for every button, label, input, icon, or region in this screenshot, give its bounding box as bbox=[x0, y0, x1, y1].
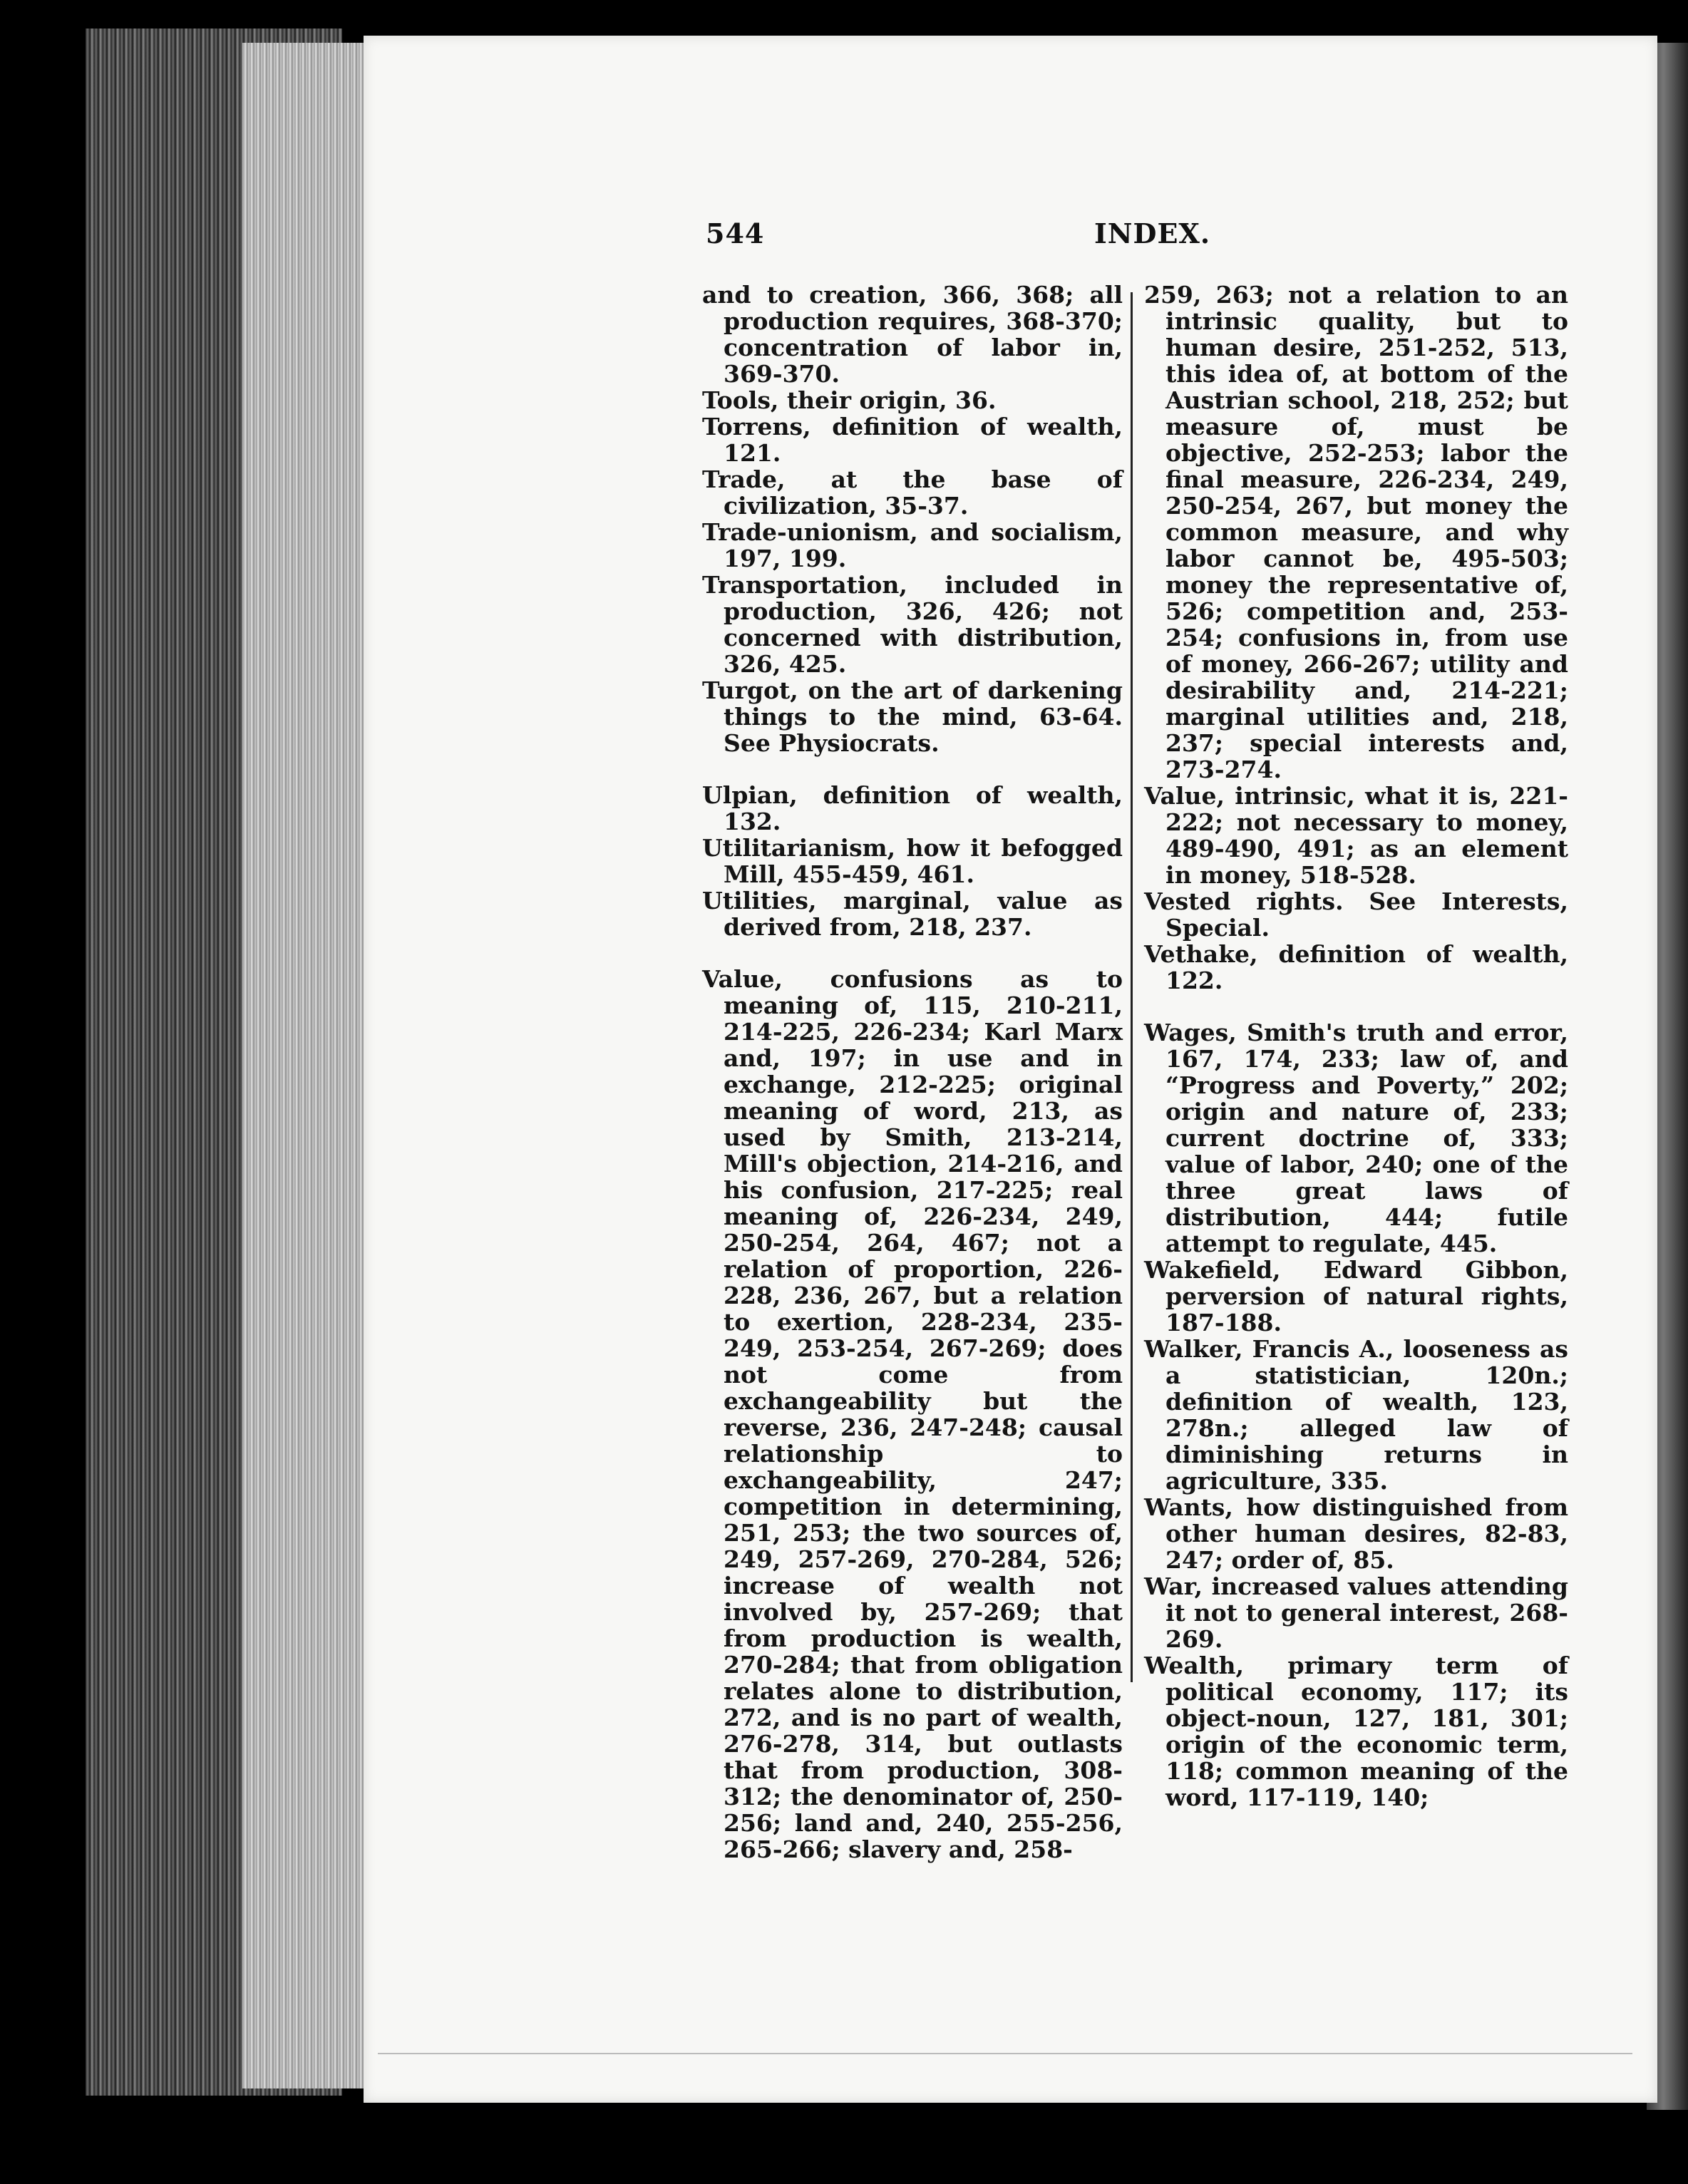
index-entry: Utilitarianism, how it befogged Mill, 455-459, 461. bbox=[702, 834, 1123, 888]
index-entry: Ulpian, definition of wealth, 132. bbox=[702, 781, 1123, 835]
index-entry: Turgot, on the art of darkening things to the mind, 63-64. See Physiocrats. bbox=[702, 676, 1123, 757]
index-entry: and to creation, 366, 368; all production requires, 368-370; concentration of labor in, 369-370. bbox=[702, 281, 1123, 388]
index-entry: Wakefield, Edward Gibbon, perversion of natural rights, 187-188. bbox=[1144, 1256, 1568, 1336]
index-entry: Torrens, definition of wealth, 121. bbox=[702, 413, 1123, 467]
index-entry: Value, confusions as to meaning of, 115, 210-211, 214-225, 226-234; Karl Marx and, 197; in use and in exchange, 212-225; original meaning of word, 213, as used by Smith, 213-214, Mill's objection, 214-216, and his confusion, 217-225; real meaning of, 226-234, 249, 250-254, 264, 467; not a relation of proportion, 226-228, 236, 267, but a relation to exertion, 228-234, 235-249, 253-254, 267-269; does not come from exchangeability but the reverse, 236, 247-248; causal relationship to exchangeability, 247; competition in determining, 251, 253; the two sources of, 249, 257-269, 270-284, 526; increase of wealth not involved by, 257-269; that from production is wealth, 270-284; that from obligation relates alone to distribution, 272, and is no part of wealth, 276-278, 314, but outlasts that from production, 308-312; the denominator of, 250-256; land and, 240, 255-256, 265-266; slavery and, 258- bbox=[702, 965, 1123, 1863]
index-entry: Transportation, included in production, 326, 426; not concerned with distribution, 326, 425. bbox=[702, 571, 1123, 678]
index-column-left bbox=[702, 282, 1123, 1863]
index-entry: Value, intrinsic, what it is, 221-222; not necessary to money, 489-490, 491; as an element in money, 518-528. bbox=[1144, 782, 1568, 889]
column-divider bbox=[1131, 292, 1133, 1682]
book-page-stack bbox=[242, 43, 371, 2088]
index-entry: Wealth, primary term of political economy, 117; its object-noun, 127, 181, 301; origin of the economic term, 118; common meaning of the word, 117-119, 140; bbox=[1144, 1652, 1568, 1811]
index-entry: Utilities, marginal, value as derived from, 218, 237. bbox=[702, 887, 1123, 941]
index-section-gap bbox=[702, 940, 1123, 966]
index-entry: Vethake, definition of wealth, 122. bbox=[1144, 940, 1568, 994]
page-title: INDEX. bbox=[1094, 217, 1211, 249]
page-bottom-border bbox=[378, 2053, 1632, 2054]
index-entry: Vested rights. See Interests, Special. bbox=[1144, 887, 1568, 942]
index-entry: Trade, at the base of civilization, 35-37. bbox=[702, 465, 1123, 520]
index-entry: 259, 263; not a relation to an intrinsic quality, but to human desire, 251-252, 513, this idea of, at bottom of the Austrian school, 218, 252; but measure of, must be objective, 252-253; labor the final measure, 226-234, 249, 250-254, 267, but money the common measure, and why labor cannot be, 495-503; money the representative of, 526; competition and, 253-254; confusions in, from use of money, 266-267; utility and desirability and, 214-221; marginal utilities and, 218, 237; special interests and, 273-274. bbox=[1144, 281, 1568, 783]
index-column-right bbox=[1144, 282, 1568, 1810]
index-entry: Wants, how distinguished from other human desires, 82-83, 247; order of, 85. bbox=[1144, 1493, 1568, 1574]
index-entry: War, increased values attending it not to general interest, 268-269. bbox=[1144, 1572, 1568, 1653]
index-entry: Tools, their origin, 36. bbox=[702, 386, 997, 414]
index-entry: Wages, Smith's truth and error, 167, 174, 233; law of, and “Progress and Poverty,” 202; origin and nature of, 233; current doctrine of, 333; value of labor, 240; one of the three great laws of distribution, 444; futile attempt to regulate, 445. bbox=[1144, 1019, 1568, 1257]
index-entry: Walker, Francis A., looseness as a statistician, 120n.; definition of wealth, 123, 278n.; alleged law of diminishing returns in agriculture, 335. bbox=[1144, 1335, 1568, 1495]
index-section-gap bbox=[702, 756, 1123, 782]
page-number: 544 bbox=[706, 217, 765, 249]
index-section-gap bbox=[1144, 994, 1568, 1019]
index-entry: Trade-unionism, and socialism, 197, 199. bbox=[702, 518, 1123, 572]
